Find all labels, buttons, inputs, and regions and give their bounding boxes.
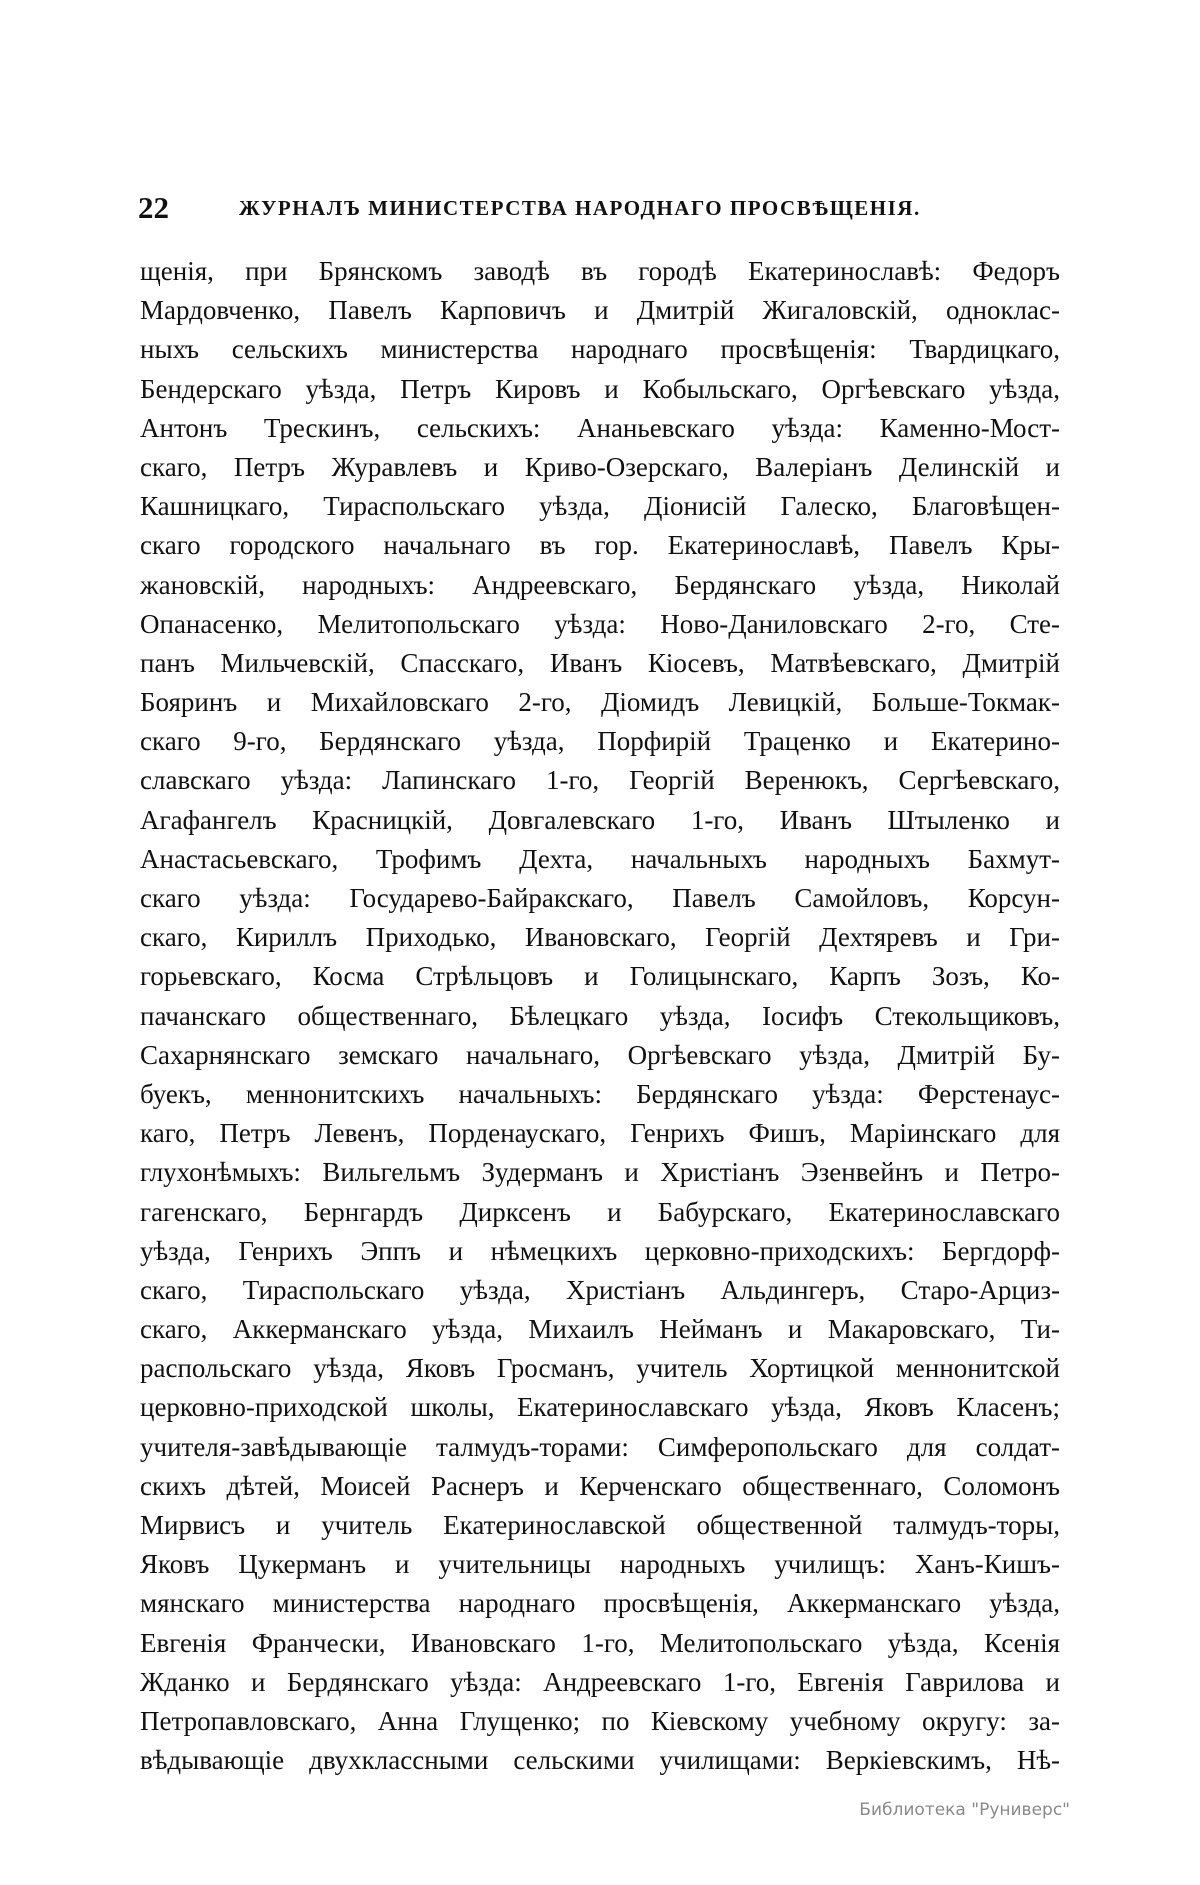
library-watermark: Библиотека "Руниверс" bbox=[859, 1800, 1070, 1820]
text-line: Яковъ Цукерманъ и учительницы народныхъ училищъ: Ханъ-Кишъ- bbox=[140, 1549, 1060, 1580]
text-line: скаго 9-го, Бердянскаго уѣзда, Порфирій Траценко и Екатерино- bbox=[140, 726, 1060, 757]
text-line: Жданко и Бердянскаго уѣзда: Андреевскаго 1-го, Евгенія Гаврилова и bbox=[140, 1666, 1060, 1697]
body-text bbox=[140, 252, 1060, 1780]
text-line: вѣдывающіе двухклассными сельскими училищами: Веркіевскимъ, Нѣ- bbox=[140, 1745, 1060, 1776]
text-line: скихъ дѣтей, Моисей Раснеръ и Керченскаго общественнаго, Соломонъ bbox=[140, 1470, 1060, 1501]
text-line: Бендерскаго уѣзда, Петръ Кировъ и Кобыльскаго, Оргѣевскаго уѣзда, bbox=[140, 373, 1060, 404]
text-line: распольскаго уѣзда, Яковъ Гросманъ, учитель Хортицкой меннонитской bbox=[140, 1353, 1060, 1384]
text-line: уѣзда, Генрихъ Эппъ и нѣмецкихъ церковно-приходскихъ: Бергдорф- bbox=[140, 1235, 1060, 1266]
text-line: Кашницкаго, Тираспольскаго уѣзда, Діонисій Галеско, Благовѣщен- bbox=[140, 491, 1060, 522]
text-line: славскаго уѣзда: Лапинскаго 1-го, Георгій Веренюкъ, Сергѣевскаго, bbox=[140, 765, 1060, 796]
text-line: Мирвисъ и учитель Екатеринославской общественной талмудъ-торы, bbox=[140, 1510, 1060, 1540]
text-line: скаго, Петръ Журавлевъ и Криво-Озерскаго, Валеріанъ Делинскій и bbox=[140, 451, 1060, 482]
text-line: пачанскаго общественнаго, Бѣлецкаго уѣзда, Іосифъ Стекольщиковъ, bbox=[140, 1000, 1060, 1031]
text-line: Опанасенко, Мелитопольскаго уѣзда: Ново-Даниловскаго 2-го, Сте- bbox=[140, 608, 1060, 639]
text-line: Агафангелъ Красницкій, Довгалевскаго 1-го, Иванъ Штыленко и bbox=[140, 804, 1060, 835]
text-line: Мардовченко, Павелъ Карповичъ и Дмитрій Жигаловскій, одноклас- bbox=[140, 295, 1060, 326]
text-line: ныхъ сельскихъ министерства народнаго просвѣщенія: Твардицкаго, bbox=[140, 334, 1060, 365]
text-line: Антонъ Трескинъ, сельскихъ: Ананьевскаго уѣзда: Каменно-Мост- bbox=[140, 412, 1060, 443]
text-line: Евгенія Франчески, Ивановскаго 1-го, Мелитопольскаго уѣзда, Ксенія bbox=[140, 1627, 1060, 1658]
text-line: скаго, Кириллъ Приходько, Ивановскаго, Георгій Дехтяревъ и Гри- bbox=[140, 922, 1060, 953]
text-line: каго, Петръ Левенъ, Порденаускаго, Генрихъ Фишъ, Маріинскаго для bbox=[140, 1118, 1060, 1149]
text-line: учителя-завѣдывающіе талмудъ-торами: Симферопольскаго для солдат- bbox=[140, 1431, 1060, 1462]
text-line: Петропавловскаго, Анна Глущенко; по Кіевскому учебному округу: за- bbox=[140, 1705, 1060, 1736]
text-line: гагенскаго, Бернгардъ Дирксенъ и Бабурскаго, Екатеринославскаго bbox=[140, 1196, 1060, 1227]
running-title: ЖУРНАЛЪ МИНИСТЕРСТВА НАРОДНАГО ПРОСВѢЩЕНІЯ. bbox=[239, 195, 921, 220]
text-line: Сахарнянскаго земскаго начальнаго, Оргѣевскаго уѣзда, Дмитрій Бу- bbox=[140, 1039, 1060, 1070]
text-line: скаго уѣзда: Государево-Байракскаго, Павелъ Самойловъ, Корсун- bbox=[140, 883, 1060, 913]
text-line: скаго, Аккерманскаго уѣзда, Михаилъ Нейманъ и Макаровскаго, Ти- bbox=[140, 1314, 1060, 1345]
page-number: 22 bbox=[138, 190, 169, 225]
text-line: буекъ, меннонитскихъ начальныхъ: Бердянскаго уѣзда: Ферстенаус- bbox=[140, 1078, 1060, 1109]
text-line: скаго городского начальнаго въ гор. Екатеринославѣ, Павелъ Кры- bbox=[140, 530, 1060, 561]
text-line: Бояринъ и Михайловскаго 2-го, Діомидъ Левицкій, Больше-Токмак- bbox=[140, 687, 1060, 718]
text-line: жановскій, народныхъ: Андреевскаго, Бердянскаго уѣзда, Николай bbox=[140, 569, 1060, 600]
text-line: скаго, Тираспольскаго уѣзда, Христіанъ Альдингеръ, Старо-Арциз- bbox=[140, 1274, 1060, 1305]
text-line: Анастасьевскаго, Трофимъ Дехта, начальныхъ народныхъ Бахмут- bbox=[140, 843, 1060, 874]
text-line: церковно-приходской школы, Екатеринославскаго уѣзда, Яковъ Класенъ; bbox=[140, 1392, 1060, 1423]
text-line: глухонѣмыхъ: Вильгельмъ Зудерманъ и Христіанъ Эзенвейнъ и Петро- bbox=[140, 1157, 1060, 1188]
text-line: панъ Мильчевскій, Спасскаго, Иванъ Кіосевъ, Матвѣевскаго, Дмитрій bbox=[140, 647, 1060, 678]
text-line: мянскаго министерства народнаго просвѣщенія, Аккерманскаго уѣзда, bbox=[140, 1588, 1060, 1619]
text-line: щенія, при Брянскомъ заводѣ въ городѣ Екатеринославѣ: Федоръ bbox=[140, 256, 1060, 286]
page-header bbox=[138, 188, 1068, 228]
text-line: горьевскаго, Косма Стрѣльцовъ и Голицынскаго, Карпъ Зозъ, Ко- bbox=[140, 961, 1060, 992]
